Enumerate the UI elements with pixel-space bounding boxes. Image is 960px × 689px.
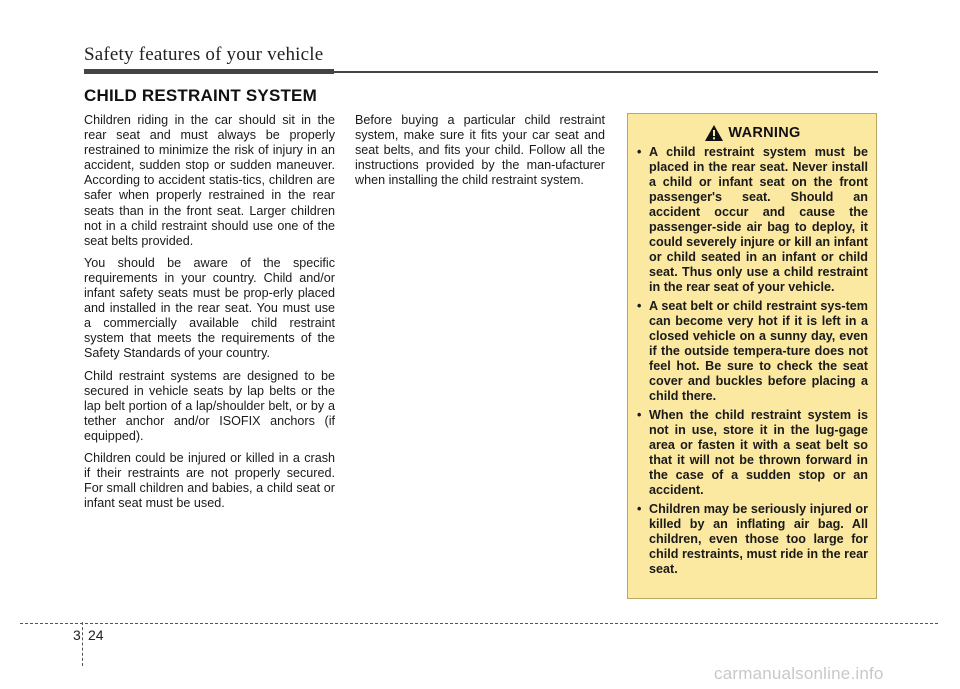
section-title: CHILD RESTRAINT SYSTEM	[84, 86, 317, 105]
paragraph: Before buying a particular child restraint system, make sure it fits your car seat and seat belts, and fits your child. Follow all the instructions provided by the man-ufacturer when installing the child restraint system.	[355, 113, 605, 188]
paragraph: Children riding in the car should sit in the rear seat and must always be properly restrained to minimize the risk of injury in an accident, sudden stop or sudden maneuver. According to accident statis-tics, children are safer when properly restrained in the rear seats than in the front seat. Larger children not in a child restraint should use one of the seat belts provided.	[84, 113, 335, 248]
middle-column	[355, 113, 605, 195]
warning-item: • When the child restraint system is not in use, store it in the lug-gage area or fasten it with a seat belt so that it will not be thrown forward in the case of a sudden stop or an accident.	[637, 408, 868, 498]
warning-item: • Children may be seriously injured or killed by an inflating air bag. All children, even those too large for child restraints, must ride in the rear seat.	[637, 502, 868, 577]
warning-item: • A child restraint system must be placed in the rear seat. Never install a child or infant seat on the front passenger's seat. Should an accident occur and cause the passenger-side air bag to deploy, it could severely injure or kill an infant or child seated in an infant or child seat. Thus only use a child restraint in the rear seat of your vehicle.	[637, 145, 868, 295]
warning-triangle-icon	[704, 124, 724, 142]
warning-box	[627, 113, 877, 599]
chapter-number: 3	[73, 627, 81, 643]
paragraph: You should be aware of the specific requirements in your country. Child and/or infant safety seats must be prop-erly placed and installed in the rear seat. You must use a commercially available child restraint system that meets the requirements of the Safety Standards of your country.	[84, 255, 335, 361]
header-rule-thick	[84, 69, 334, 74]
warning-header	[637, 124, 868, 142]
warning-list	[637, 145, 868, 577]
left-column	[84, 113, 335, 518]
header-rule-thin	[334, 71, 878, 73]
page-number: 24	[88, 627, 104, 643]
paragraph: Child restraint systems are designed to be secured in vehicle seats by lap belts or the lap belt portion of a lap/shoulder belt, or by a tether anchor and/or ISOFIX anchors (if equipped).	[84, 368, 335, 443]
footer-vertical-divider	[82, 622, 83, 666]
paragraph: Children could be injured or killed in a crash if their restraints are not properly secured. For small children and babies, a child seat or infant seat must be used.	[84, 450, 335, 511]
page-header-title: Safety features of your vehicle	[84, 44, 324, 65]
watermark-text: carmanualsonline.info	[714, 664, 884, 683]
warning-item: • A seat belt or child restraint sys-tem can become very hot if it is left in a closed vehicle on a sunny day, even if the outside tempera-ture does not feel hot. Be sure to check the seat cover and buckles before placing a child there.	[637, 299, 868, 404]
warning-title: WARNING	[728, 125, 801, 141]
footer-divider	[20, 623, 938, 624]
